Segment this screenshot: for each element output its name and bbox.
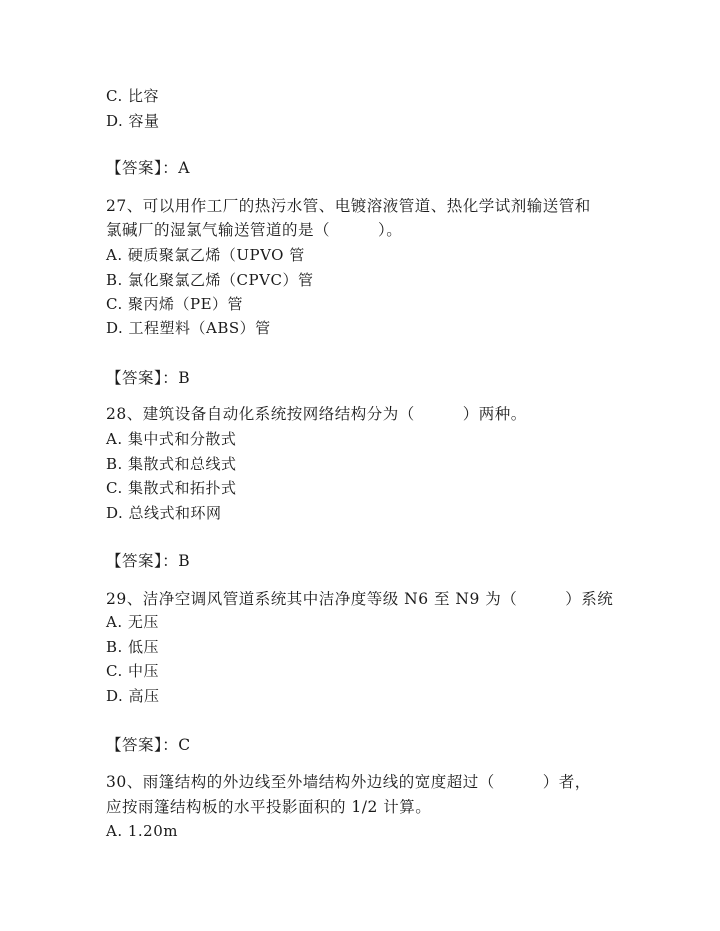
option-b: B. 氯化聚氯乙烯（CPVC）管: [106, 271, 314, 289]
option-d: D. 容量: [106, 112, 160, 130]
option-a: A. 无压: [106, 613, 159, 631]
answer-label: 【答案】：A: [106, 159, 190, 177]
option-c: C. 比容: [106, 87, 159, 105]
option-d: D. 总线式和环网: [106, 504, 222, 522]
option-b: B. 低压: [106, 638, 160, 656]
option-c: C. 聚丙烯（PE）管: [106, 295, 244, 313]
option-a: A. 集中式和分散式: [106, 430, 237, 448]
answer-label: 【答案】：B: [106, 369, 191, 387]
option-c: C. 集散式和拓扑式: [106, 479, 237, 497]
question-29-stem: 29、洁净空调风管道系统其中洁净度等级 N6 至 N9 为（ ）系统: [106, 590, 614, 608]
question-28-stem: 28、建筑设备自动化系统按网络结构分为（ ）两种。: [106, 405, 527, 423]
option-c: C. 中压: [106, 662, 159, 680]
option-d: D. 高压: [106, 687, 160, 705]
option-d: D. 工程塑料（ABS）管: [106, 319, 271, 337]
question-27-stem-cont: 氯碱厂的湿氯气输送管道的是（ ）。: [106, 221, 403, 239]
option-a: A. 硬质聚氯乙烯（UPVO 管: [106, 246, 305, 264]
question-30-stem-cont: 应按雨篷结构板的水平投影面积的 1/2 计算。: [106, 798, 432, 816]
question-27-stem: 27、可以用作工厂的热污水管、电镀溶液管道、热化学试剂输送管和: [106, 197, 591, 215]
question-30-stem: 30、雨篷结构的外边线至外墙结构外边线的宽度超过（ ）者，: [106, 773, 591, 791]
option-b: B. 集散式和总线式: [106, 455, 237, 473]
answer-label: 【答案】：B: [106, 552, 191, 570]
answer-label: 【答案】：C: [106, 736, 191, 754]
option-a: A. 1.20m: [106, 822, 178, 840]
